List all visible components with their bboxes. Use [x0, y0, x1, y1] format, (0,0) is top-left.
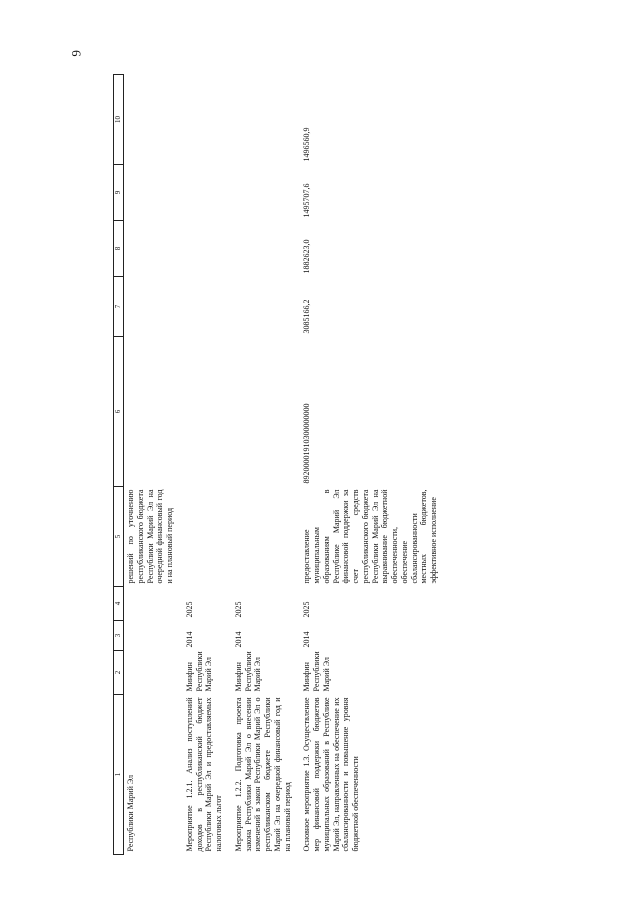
executor-cell: Минфин Республики Марий Эл: [184, 651, 214, 692]
measure-name-cell: Основное мероприятие 1.3. Осуществление мер финансовой поддержки бюджетов муниципальных образований в Республике Марий Эл, направленных на обеспечение их сбалансированности и повышение уровня бюджетной обеспеченности: [302, 697, 360, 852]
column-header-7: 7: [114, 277, 124, 337]
column-header-9: 9: [114, 165, 124, 221]
end-year-cell: 2025: [302, 601, 312, 618]
page-number: 6: [69, 50, 84, 57]
value-col10-cell: [124, 75, 177, 165]
column-header-2: 2: [114, 651, 124, 695]
value-col8-cell: [183, 221, 226, 277]
column-header-3: 3: [114, 621, 124, 651]
column-header-6: 6: [114, 337, 124, 487]
value-col8-cell: [124, 221, 177, 277]
table-row: [124, 75, 177, 855]
column-header-8: 8: [114, 221, 124, 277]
column-header-5: 5: [114, 487, 124, 587]
end-year-cell: 2025: [184, 601, 194, 618]
measure-name-cell: Республики Марий Эл: [126, 774, 135, 852]
value-col7-cell: [124, 277, 177, 337]
budget-code-cell: 89200001910300000000: [302, 403, 312, 484]
value-col7-cell: 3085166,2: [302, 299, 312, 334]
end-year-cell: [124, 587, 177, 621]
program-measures-table: [113, 74, 441, 855]
value-col9-cell: [183, 165, 226, 221]
expected-result-cell: предоставление муниципальным образованиям в Республике Марий Эл финансовой поддержки за счет средств республиканского бюджета Республики Марий Эл на выравнивание бюджетной обеспеченности, обеспечение сбалансированности местных бюджетов, эффективное исполнение: [302, 489, 438, 584]
value-col9-cell: [124, 165, 177, 221]
value-col10-cell: [232, 75, 295, 165]
table-row: [300, 75, 441, 855]
column-header-10: 10: [114, 75, 124, 165]
start-year-cell: 2014: [233, 631, 243, 648]
value-col10-cell: [183, 75, 226, 165]
column-header-4: 4: [114, 587, 124, 621]
budget-code-cell: [183, 337, 226, 487]
budget-code-cell: [124, 337, 177, 487]
rotated-table-container: [113, 75, 623, 855]
start-year-cell: [124, 621, 177, 651]
start-year-cell: 2014: [184, 631, 194, 648]
start-year-cell: 2014: [302, 631, 312, 648]
expected-result-cell: [232, 487, 295, 587]
executor-cell: Минфин Республики Марий Эл: [233, 651, 263, 692]
value-col10-cell: 1496560,9: [302, 127, 312, 162]
table-row: [183, 75, 226, 855]
value-col7-cell: [183, 277, 226, 337]
column-number-row: [114, 75, 124, 855]
budget-code-cell: [232, 337, 295, 487]
column-header-1: 1: [114, 695, 124, 855]
value-col8-cell: 1882623,0: [302, 239, 312, 274]
value-col7-cell: [232, 277, 295, 337]
measure-name-cell: Мероприятие 1.2.1. Анализ поступлений доходов в республиканский бюджет Республики Марий Эл и предоставляемых налоговых льгот: [184, 697, 223, 852]
table-row: [232, 75, 295, 855]
executor-cell: [124, 651, 177, 695]
value-col9-cell: [232, 165, 295, 221]
measure-name-cell: Мероприятие 1.2.2. Подготовка проекта закона Республики Марий Эл о внесении изменений в закон Республики Марий Эл о республиканском бюджете Республики Марий Эл на очередной финансовый год и на плановый период: [233, 697, 292, 852]
value-col9-cell: 1495707,6: [302, 183, 312, 218]
executor-cell: Минфин Республики Марий Эл: [302, 651, 331, 692]
expected-result-cell: решений по уточнению республиканского бюджета Республики Марий Эл на очередной финансовый год и на плановый период: [126, 489, 174, 584]
end-year-cell: 2025: [233, 601, 243, 618]
value-col8-cell: [232, 221, 295, 277]
expected-result-cell: [183, 487, 226, 587]
